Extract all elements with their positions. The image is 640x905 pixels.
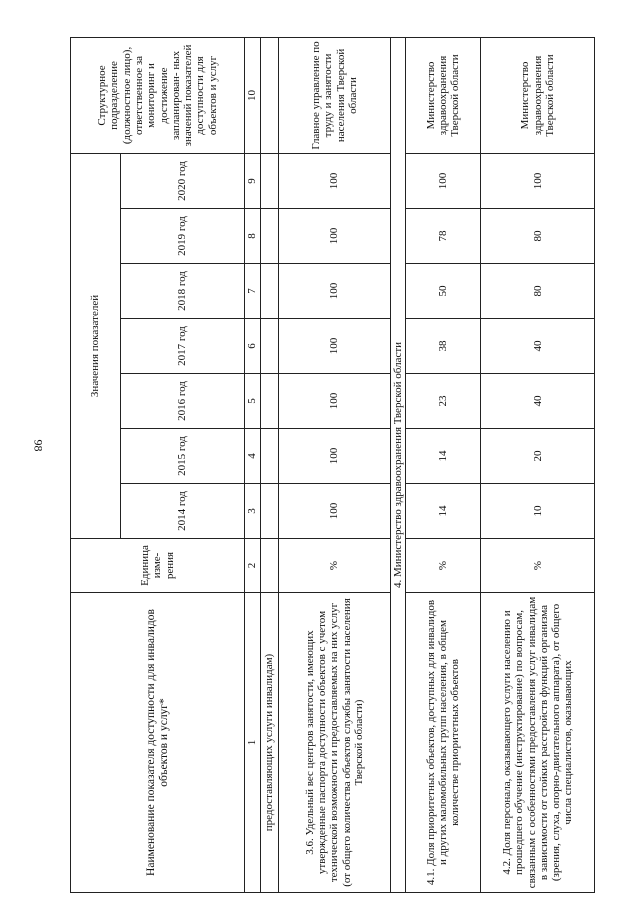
indicator-value: 40 bbox=[481, 319, 595, 374]
indicator-value: 100 bbox=[279, 374, 391, 429]
continuation-text: предоставляющих услуги инвалидам) bbox=[261, 593, 279, 893]
indicator-table bbox=[70, 37, 595, 893]
indicator-value: 80 bbox=[481, 264, 595, 319]
header-year: 2015 год bbox=[121, 429, 245, 484]
indicator-unit: % bbox=[481, 539, 595, 593]
indicator-value: 80 bbox=[481, 209, 595, 264]
indicator-unit: % bbox=[279, 539, 391, 593]
indicator-value: 50 bbox=[406, 264, 481, 319]
header-year: 2016 год bbox=[121, 374, 245, 429]
indicator-value: 14 bbox=[406, 484, 481, 539]
indicator-name: 4.1. Доля приоритетных объектов, доступных для инвалидов и других маломобильных групп населения, в общем количестве приоритетных объектов bbox=[406, 593, 481, 893]
header-year: 2018 год bbox=[121, 264, 245, 319]
indicator-value: 23 bbox=[406, 374, 481, 429]
column-number: 6 bbox=[245, 319, 261, 374]
indicator-responsible: Министерство здравоохранения Тверской области bbox=[481, 37, 595, 153]
indicator-value: 100 bbox=[279, 484, 391, 539]
indicator-value: 10 bbox=[481, 484, 595, 539]
header-year: 2019 год bbox=[121, 209, 245, 264]
page-number: 98 bbox=[31, 439, 46, 452]
header-year: 2020 год bbox=[121, 153, 245, 208]
column-number: 3 bbox=[245, 484, 261, 539]
section-title: 4. Министерство здравоохранения Тверской области bbox=[391, 37, 406, 892]
column-number: 4 bbox=[245, 429, 261, 484]
indicator-responsible: Главное управление по труду и занятости населения Тверской области bbox=[279, 37, 391, 153]
indicator-value: 78 bbox=[406, 209, 481, 264]
column-number: 1 bbox=[245, 593, 261, 893]
indicator-value: 100 bbox=[279, 319, 391, 374]
column-number: 10 bbox=[245, 37, 261, 153]
header-unit: Единица изме- рения bbox=[71, 539, 245, 593]
indicator-value: 40 bbox=[481, 374, 595, 429]
indicator-value: 14 bbox=[406, 429, 481, 484]
indicator-value: 100 bbox=[406, 153, 481, 208]
table-row bbox=[279, 37, 391, 892]
header-year: 2014 год bbox=[121, 484, 245, 539]
indicator-value: 20 bbox=[481, 429, 595, 484]
indicator-name: 3.6. Удельный вес центров занятости, имеющих утвержденные паспорта доступности объектов с учетом технической возможности и предоставляемых на них услуг (от общего количества объектов службы занятости населения Тверской области) bbox=[279, 593, 391, 893]
header-indicator-name: Наименование показателя доступности для инвалидов объектов и услуг* bbox=[71, 593, 245, 893]
header-values-group: Значения показателей bbox=[71, 153, 121, 538]
indicator-value: 100 bbox=[279, 429, 391, 484]
indicator-name: 4.2. Доля персонала, оказывающего услуги населению и прошедшего обучение (инструктирование) по вопросам, связанным с особенностями предоставления услуг инвалидам в зависимости от стойких расстройств функций организма (зрения, слуха, опорно-двигательного аппарата), от общего числа специалистов, оказывающих bbox=[481, 593, 595, 893]
column-number: 7 bbox=[245, 264, 261, 319]
indicator-responsible: Министерство здравоохранения Тверской области bbox=[406, 37, 481, 153]
column-number: 8 bbox=[245, 209, 261, 264]
indicator-value: 100 bbox=[279, 264, 391, 319]
indicator-value: 100 bbox=[481, 153, 595, 208]
header-year: 2017 год bbox=[121, 319, 245, 374]
indicator-value: 38 bbox=[406, 319, 481, 374]
indicator-value: 100 bbox=[279, 209, 391, 264]
table-row bbox=[481, 37, 595, 892]
rotated-table-wrapper bbox=[70, 38, 594, 893]
column-number: 5 bbox=[245, 374, 261, 429]
column-number: 2 bbox=[245, 539, 261, 593]
table-row bbox=[406, 37, 481, 892]
indicator-unit: % bbox=[406, 539, 481, 593]
indicator-value: 100 bbox=[279, 153, 391, 208]
column-number: 9 bbox=[245, 153, 261, 208]
header-responsible: Структурное подразделение (должностное лицо), ответственное за мониторинг и достижение запланирован- ных значений показателей доступности для объектов и услуг bbox=[71, 37, 245, 153]
